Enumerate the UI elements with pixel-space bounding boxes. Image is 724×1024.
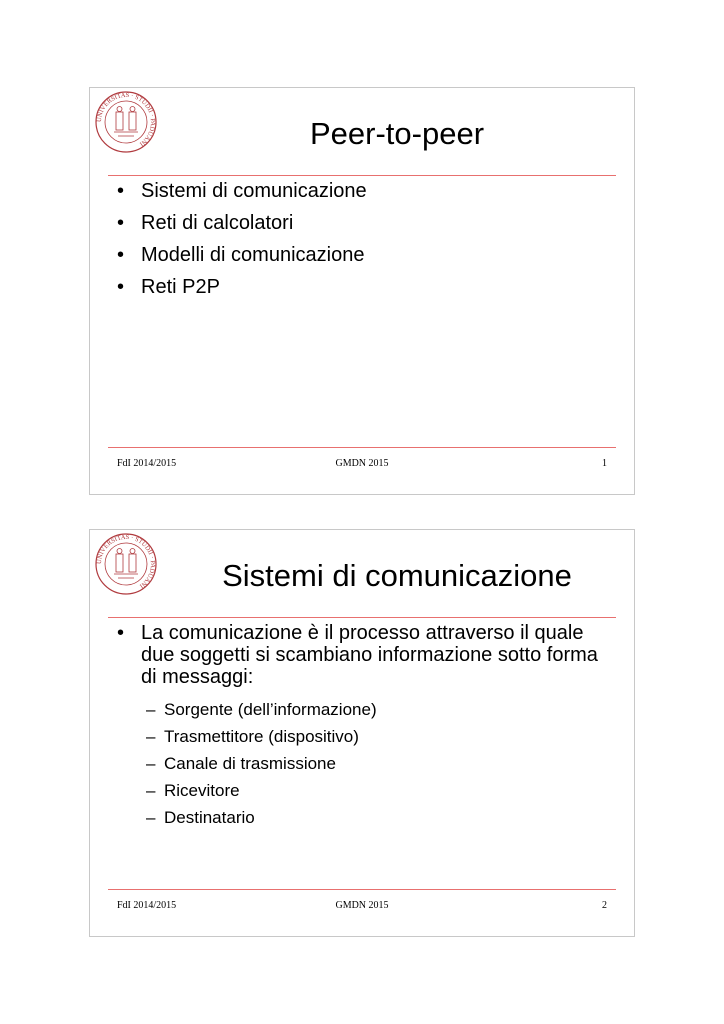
footer-divider — [108, 447, 616, 448]
bullet-icon: • — [117, 212, 125, 234]
sub-list — [146, 700, 614, 835]
slide-title: Sistemi di comunicazione — [222, 558, 572, 593]
list-item: • La comunicazione è il processo attraverso il quale due soggetti si scambiano informazione sotto forma di messaggi: — [117, 622, 598, 688]
list-item: • Sistemi di comunicazione — [117, 180, 367, 202]
footer-course: FdI 2014/2015 — [117, 458, 177, 469]
list-item: – Destinatario — [146, 808, 255, 827]
list-item: – Canale di trasmissione — [146, 754, 336, 773]
dash-icon: – — [146, 727, 156, 746]
dash-icon: – — [146, 781, 156, 800]
university-seal-icon — [94, 90, 158, 154]
page-number: 1 — [602, 458, 607, 469]
list-item: – Ricevitore — [146, 781, 240, 800]
dash-icon: – — [146, 808, 156, 827]
bullet-icon: • — [117, 244, 125, 266]
bullet-icon: • — [117, 622, 125, 644]
bullet-icon: • — [117, 276, 125, 298]
university-seal-icon — [94, 532, 158, 596]
list-item: – Sorgente (dell’informazione) — [146, 700, 377, 719]
svg-text:UNIVERSITAS · STUDII · PADUANI: UNIVERSITAS · STUDII · PADUANI — [95, 533, 157, 590]
title-divider — [108, 175, 616, 176]
slide-title: Peer-to-peer — [309, 116, 485, 151]
svg-text:UNIVERSITAS · STUDII · PADUANI: UNIVERSITAS · STUDII · PADUANI — [95, 91, 157, 148]
bullet-icon: • — [117, 180, 125, 202]
footer-author: GMDN 2015 — [335, 458, 389, 469]
bullet-list — [114, 622, 614, 698]
list-item: • Reti P2P — [117, 276, 220, 298]
list-item: • Modelli di comunicazione — [117, 244, 365, 266]
slide-1 — [89, 87, 635, 495]
dash-icon: – — [146, 700, 156, 719]
bullet-list — [114, 180, 614, 308]
list-item: • Reti di calcolatori — [117, 212, 294, 234]
slide-2 — [89, 529, 635, 937]
title-divider — [108, 617, 616, 618]
footer-author: GMDN 2015 — [335, 900, 389, 911]
footer-course: FdI 2014/2015 — [117, 900, 177, 911]
list-item: – Trasmettitore (dispositivo) — [146, 727, 359, 746]
dash-icon: – — [146, 754, 156, 773]
footer-divider — [108, 889, 616, 890]
page-number: 2 — [602, 900, 607, 911]
